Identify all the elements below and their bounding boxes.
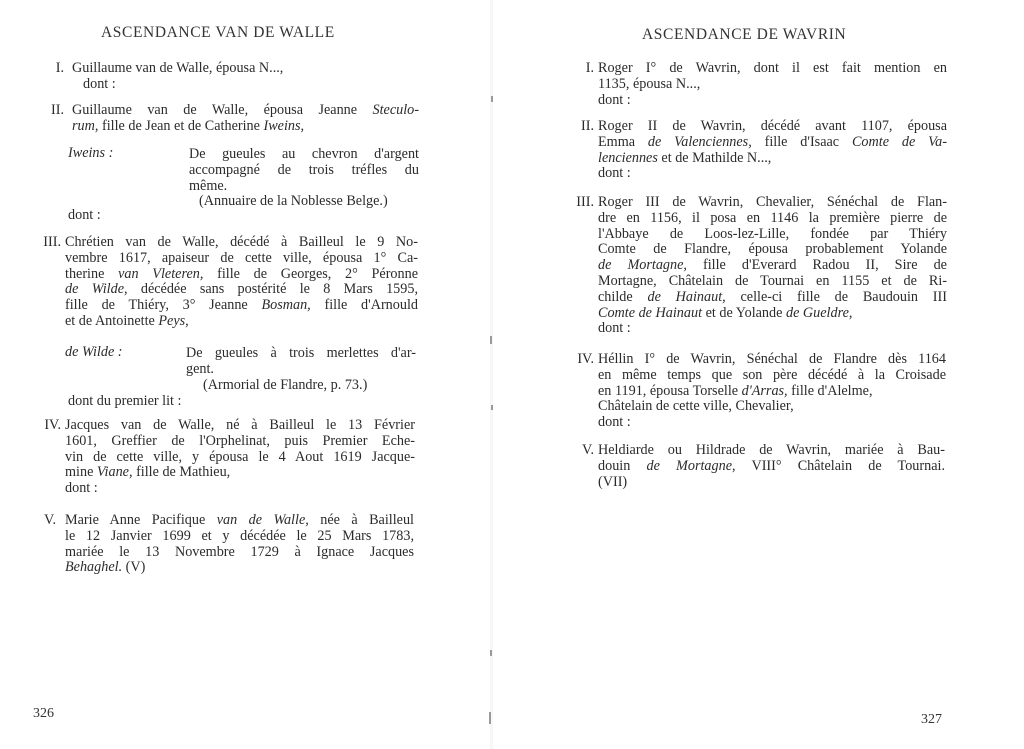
blazon-text: De gueules à trois merlettes d'ar- gent. (Armorial de Flandre, p. 73.)	[186, 345, 416, 393]
entry-line: Héllin I° de Wavrin, Sénéchal de Flandre dès 1164	[598, 351, 946, 367]
entry-line: le 12 Janvier 1699 et y décédée le 25 Mars 1783,	[65, 527, 414, 544]
entry-line: mariée le 13 Novembre 1729 à Ignace Jacques	[65, 543, 414, 560]
entry-line: et de Antoinette Peys,	[65, 312, 189, 329]
entry-dont: dont :	[598, 414, 631, 431]
entry-number: III.	[43, 234, 61, 250]
entry-dont: dont :	[68, 207, 101, 223]
entry-line: vin de cette ville, y épousa le 4 Aout 1619 Jacque-	[65, 448, 415, 465]
entry-line: lenciennes et de Mathilde N...,	[598, 149, 772, 166]
entry-line: Châtelain de cette ville, Chevalier,	[598, 398, 794, 415]
entry-line: therine van Vleteren, fille de Georges, 2° Péronne	[65, 265, 419, 282]
entry-line: en même temps que son père décédé à la Croisade	[598, 366, 946, 383]
entry-line: fille de Thiéry, 3° Jeanne Bosman, fille d'Arnould	[65, 297, 418, 314]
entry-line: l'Abbaye de Loos-lez-Lille, fondée par Thiéry	[598, 225, 947, 242]
entry-number: II.	[51, 102, 64, 118]
entry-number: II.	[581, 118, 594, 134]
entry-line: 1601, Greffier de l'Orphelinat, puis Premier Eche-	[65, 432, 415, 449]
blazon-text: De gueules au chevron d'argent accompagné de trois tréfles du même. (Annuaire de la Noblesse Belge.)	[189, 146, 419, 210]
entry-number: IV.	[577, 351, 594, 367]
entry-line: (VII)	[598, 473, 628, 490]
entry-dont: dont :	[598, 320, 631, 337]
left-page-title: ASCENDANCE VAN DE WALLE	[101, 24, 335, 41]
entry-line: de Wilde, décédée sans postérité le 8 Mars 1595,	[65, 281, 418, 298]
entry-number: V.	[44, 512, 56, 528]
entry-line: Roger I° de Wavrin, dont il est fait mention en	[598, 60, 947, 76]
entry-number: V.	[582, 442, 594, 458]
gutter-mark	[489, 712, 491, 724]
blazon-label: de Wilde :	[65, 344, 123, 360]
entry-line: mine Viane, fille de Mathieu,	[65, 464, 231, 481]
entry-line: dont :	[83, 75, 116, 92]
entry-line: vembre 1617, apaiseur de cette ville, épousa 1° Ca-	[65, 249, 418, 266]
entry-line: 1135, épousa N...,	[598, 75, 701, 92]
entry-line: en 1191, épousa Torselle d'Arras, fille d'Alelme,	[598, 382, 873, 399]
left-page-number: 326	[33, 706, 54, 721]
entry-dont: dont du premier lit :	[68, 393, 182, 409]
entry-number: IV.	[44, 417, 61, 433]
entry-number: I.	[55, 60, 64, 76]
entry-line: Roger II de Wavrin, décédé avant 1107, épousa	[598, 118, 947, 134]
entry-dont: dont :	[598, 165, 631, 182]
blazon-label: Iweins :	[68, 145, 114, 161]
entry-line: Behaghel. (V)	[65, 559, 146, 576]
entry-line: Heldiarde ou Hildrade de Wavrin, mariée à Bau-	[598, 442, 945, 458]
entry-number: III.	[576, 194, 594, 210]
blazon-source: (Armorial de Flandre, p. 73.)	[203, 376, 368, 393]
entry-line: dre en 1156, il posa en 1146 la première pierre de	[598, 209, 947, 226]
entry-dont: dont :	[65, 480, 98, 497]
entry-line: rum, fille de Jean et de Catherine Iweins,	[72, 117, 305, 134]
entry-line: Guillaume van de Walle, épousa Jeanne Steculo-	[72, 102, 419, 118]
entry-line: Comte de Flandre, épousa probablement Yolande	[598, 241, 947, 258]
entry-line: Roger III de Wavrin, Chevalier, Sénéchal de Flan-	[598, 194, 947, 210]
entry-line: Emma de Valenciennes, fille d'Isaac Comte de Va-	[598, 133, 948, 150]
entry-line: Guillaume van de Walle, épousa N...,	[72, 60, 284, 76]
entry-line: douin de Mortagne, VIII° Châtelain de Tournai.	[598, 457, 945, 474]
right-page-title: ASCENDANCE DE WAVRIN	[642, 26, 847, 43]
entry-line: Marie Anne Pacifique van de Walle, née à Bailleul	[65, 512, 415, 528]
left-page	[0, 0, 492, 749]
entry-line: Comte de Hainaut et de Yolande de Gueldre,	[598, 304, 853, 321]
entry-line: Jacques van de Walle, né à Bailleul le 13 Février	[65, 417, 415, 433]
right-page-number: 327	[921, 712, 942, 727]
entry-line: Mortagne, Châtelain de Tournai en 1155 et de Ri-	[598, 272, 947, 289]
entry-number: I.	[585, 60, 594, 76]
right-page	[492, 0, 1024, 749]
entry-line: childe de Hainaut, celle-ci fille de Baudouin III	[598, 288, 947, 305]
blazon-source: (Annuaire de la Noblesse Belge.)	[199, 193, 388, 210]
entry-dont: dont :	[598, 91, 631, 108]
entry-line: Chrétien van de Walle, décédé à Bailleul le 9 No-	[65, 234, 418, 250]
entry-line: de Mortagne, fille d'Everard Radou II, Sire de	[598, 257, 947, 274]
